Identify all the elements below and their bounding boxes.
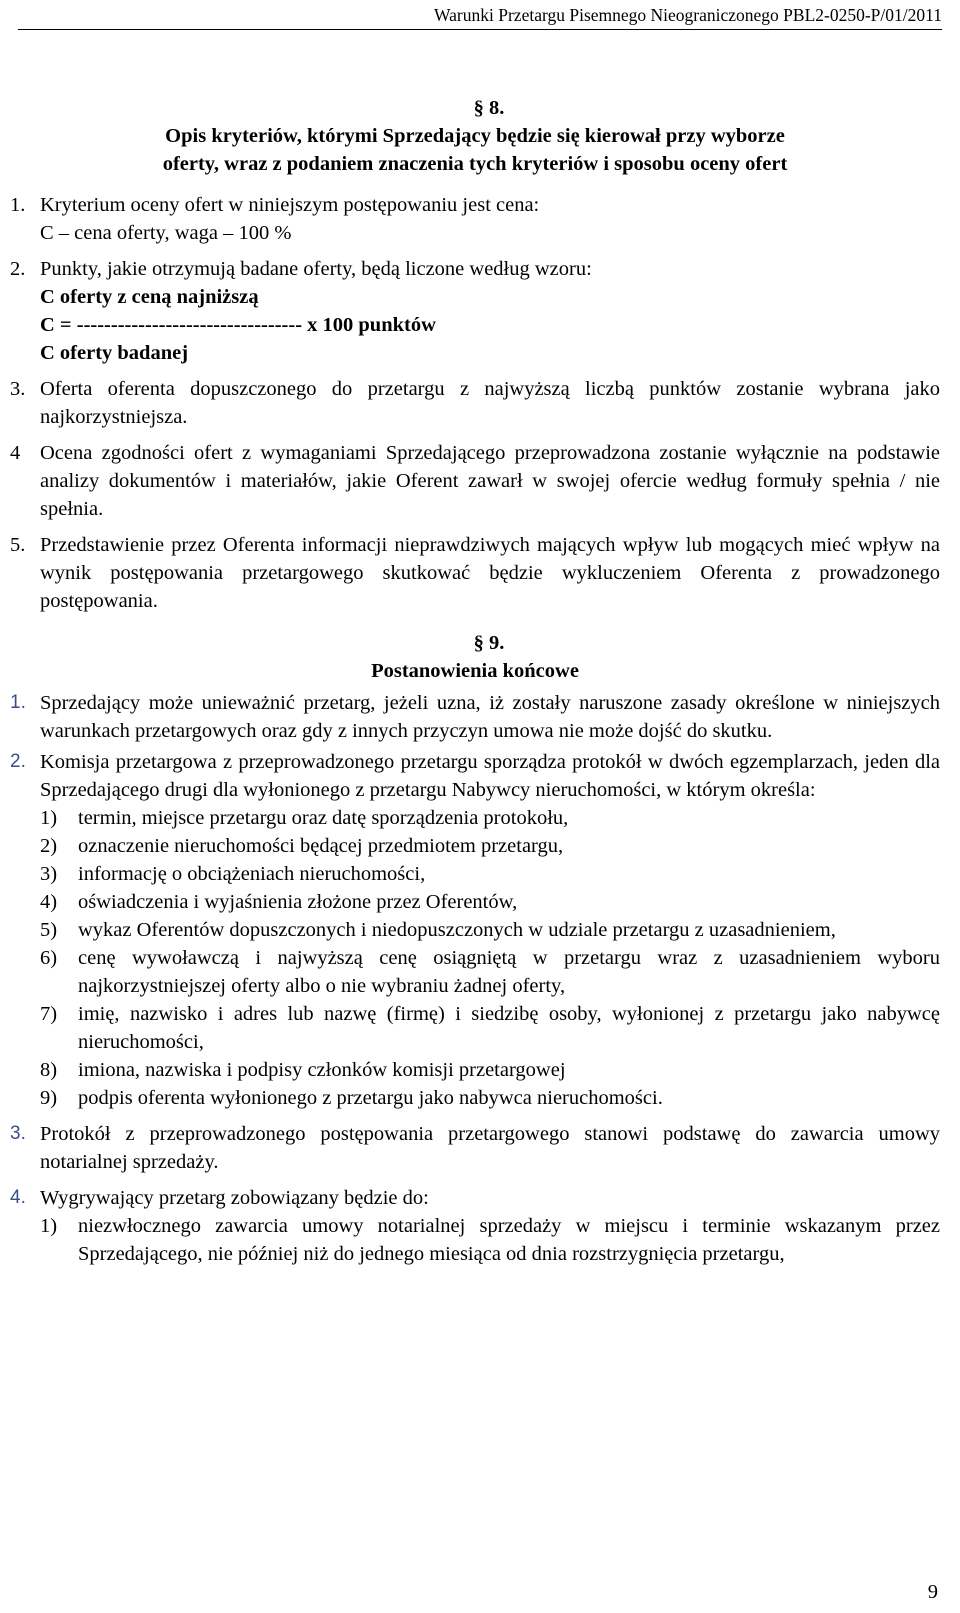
- item-number: 4: [10, 442, 21, 464]
- subitem-text: oznaczenie nieruchomości będącej przedmiotem przetargu,: [78, 835, 564, 857]
- section-9-item-2: [10, 748, 940, 804]
- section-9-number: § 9.: [473, 632, 505, 654]
- subitem-number: 4): [40, 891, 58, 913]
- subitem-text: imiona, nazwiska i podpisy członków komisji przetargowej: [78, 1059, 566, 1081]
- section-9-item-1: [10, 689, 940, 745]
- item-number: 3.: [10, 1123, 26, 1144]
- subitem-number: 9): [40, 1087, 58, 1109]
- item-text: Oferta oferenta dopuszczonego do przetargu z najwyższą liczbą punktów zostanie wybrana jako najkorzystniejsza.: [40, 378, 940, 428]
- subitem-text: termin, miejsce przetargu oraz datę sporządzenia protokołu,: [78, 807, 569, 829]
- subitem: [10, 1056, 940, 1084]
- item-text: Przedstawienie przez Oferenta informacji nieprawdziwych mających wpływ lub mogących mieć wpływ na wynik postępowania przetargowego skutkować będzie wykluczeniem Oferenta z prowadzonego postępowania.: [40, 534, 940, 612]
- formula-main: C = --------------------------------- x 100 punktów: [40, 314, 436, 336]
- subitem-text: informację o obciążeniach nieruchomości,: [78, 863, 426, 885]
- item-text: Protokół z przeprowadzonego postępowania przetargowego stanowi podstawę do zawarcia umowy notarialnej sprzedaży.: [40, 1123, 940, 1173]
- item-number: 1.: [10, 692, 26, 713]
- subitem-number: 3): [40, 863, 58, 885]
- subitem: [10, 804, 940, 832]
- item-text: Punkty, jakie otrzymują badane oferty, będą liczone według wzoru:: [40, 258, 592, 280]
- section-9-item-3: [10, 1120, 940, 1176]
- subitem-text: imię, nazwisko i adres lub nazwę (firmę) i siedzibę osoby, wyłonionej z przetargu jako nabywcę nieruchomości,: [78, 1003, 940, 1053]
- subitem: [10, 944, 940, 1000]
- subitem-number: 1): [40, 1215, 58, 1237]
- document-body: [10, 94, 940, 1268]
- item-number: 2.: [10, 751, 26, 772]
- subitem: [10, 1084, 940, 1112]
- subitem-text: niezwłocznego zawarcia umowy notarialnej sprzedaży w miejscu i terminie wskazanym przez Sprzedającego, nie później niż do jednego miesiąca od dnia rozstrzygnięcia przetargu,: [78, 1215, 940, 1265]
- section-9-title: Postanowienia końcowe: [371, 660, 579, 682]
- subitem-number: 7): [40, 1003, 58, 1025]
- section-8-title-line: oferty, wraz z podaniem znaczenia tych kryteriów i sposobu oceny ofert: [162, 153, 788, 175]
- subitem: [10, 888, 940, 916]
- subitem-text: podpis oferenta wyłonionego z przetargu jako nabywca nieruchomości.: [78, 1087, 663, 1109]
- section-8-item-1: [10, 191, 940, 247]
- subitem-text: oświadczenia i wyjaśnienia złożone przez Oferentów,: [78, 891, 518, 913]
- section-9-item-4: [10, 1184, 940, 1212]
- section-8-number: § 8.: [473, 97, 505, 119]
- item-number: 2.: [10, 258, 26, 280]
- subitem-number: 8): [40, 1059, 58, 1081]
- section-8-item-2: [10, 255, 940, 367]
- item-number: 3.: [10, 378, 26, 400]
- subitem: [10, 1000, 940, 1056]
- subitem: [10, 916, 940, 944]
- subitem-text: wykaz Oferentów dopuszczonych i niedopuszczonych w udziale przetargu z uzasadnieniem,: [78, 919, 836, 941]
- subitem-number: 5): [40, 919, 58, 941]
- item-text: C – cena oferty, waga – 100 %: [40, 222, 292, 244]
- item-text: Sprzedający może unieważnić przetarg, jeżeli uzna, iż zostały naruszone zasady określone w niniejszych warunkach przetargowych oraz gdy z innych przyczyn umowa nie może dojść do skutku.: [40, 692, 940, 742]
- page-number: 9: [927, 1581, 938, 1603]
- subitem: [10, 1212, 940, 1268]
- subitem-text: cenę wywoławczą i najwyższą cenę osiągniętą w przetargu wraz z uzasadnieniem wyboru najkorzystniejszej oferty albo o nie wybraniu żadnej oferty,: [78, 947, 940, 997]
- item-number: 5.: [10, 534, 26, 556]
- formula-denominator: C oferty badanej: [40, 342, 189, 364]
- header-rule: [18, 29, 942, 30]
- item-number: 1.: [10, 194, 26, 216]
- item-number: 4.: [10, 1187, 26, 1208]
- subitem-number: 1): [40, 807, 58, 829]
- item-text: Komisja przetargowa z przeprowadzonego przetargu sporządza protokół w dwóch egzemplarzach, jeden dla Sprzedającego drugi dla wyłonionego z przetargu Nabywcy nieruchomości, w którym określa:: [40, 751, 940, 801]
- item-text: Wygrywający przetarg zobowiązany będzie do:: [40, 1187, 429, 1209]
- section-8-item-4: [10, 439, 940, 523]
- subitem: [10, 860, 940, 888]
- formula-numerator: C oferty z ceną najniższą: [40, 286, 259, 308]
- section-8-item-5: [10, 531, 940, 615]
- item-text: Kryterium oceny ofert w niniejszym postępowaniu jest cena:: [40, 194, 540, 216]
- subitem: [10, 832, 940, 860]
- section-8-title: [10, 122, 940, 178]
- page-header: Warunki Przetargu Pisemnego Nieograniczonego PBL2-0250-P/01/2011: [434, 5, 942, 25]
- section-8-title-line: Opis kryteriów, którymi Sprzedający będzie się kierował przy wyborze: [165, 125, 785, 147]
- subitem-number: 6): [40, 947, 58, 969]
- section-8-item-3: [10, 375, 940, 431]
- subitem-number: 2): [40, 835, 58, 857]
- item-text: Ocena zgodności ofert z wymaganiami Sprzedającego przeprowadzona zostanie wyłącznie na podstawie analizy dokumentów i materiałów, jakie Oferent zawarł w swojej ofercie według formuły spełnia / nie spełnia.: [40, 442, 940, 520]
